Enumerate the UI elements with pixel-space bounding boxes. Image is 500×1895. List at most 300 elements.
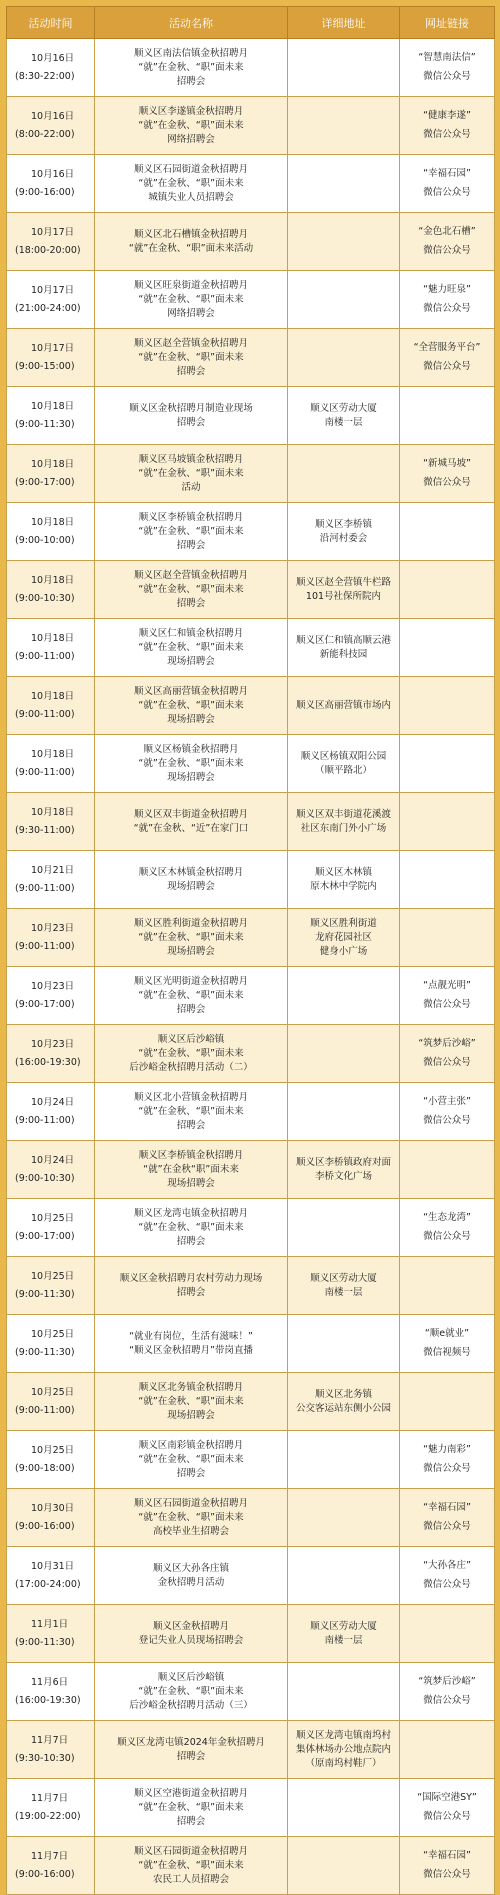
cell-link bbox=[400, 1663, 495, 1721]
cell-time bbox=[7, 735, 95, 793]
cell-event-name bbox=[95, 271, 288, 329]
event-hours: (9:00-17:00) bbox=[15, 476, 75, 488]
event-name-line: 顺义区石园街道金秋招聘月 bbox=[133, 1845, 248, 1857]
event-date: 10月18日 bbox=[31, 806, 75, 818]
cell-time bbox=[7, 155, 95, 213]
event-name-line: 农民工人员招聘会 bbox=[152, 1873, 229, 1885]
cell-link bbox=[400, 1373, 495, 1431]
event-hours: (8:00-22:00) bbox=[15, 128, 75, 140]
link-account-name[interactable]: “魅力南彩” bbox=[423, 1444, 471, 1455]
event-name-line: 招聘会 bbox=[176, 416, 206, 428]
table-row bbox=[7, 561, 495, 619]
event-name-line: 高校毕业生招聘会 bbox=[152, 1525, 229, 1537]
event-name-line: 顺义区马坡镇金秋招聘月 bbox=[138, 453, 244, 465]
event-date: 10月18日 bbox=[31, 690, 75, 702]
cell-event-name bbox=[95, 39, 288, 97]
event-date: 10月25日 bbox=[31, 1444, 75, 1456]
link-account-name[interactable]: “顺e就业” bbox=[424, 1328, 470, 1339]
cell-link bbox=[400, 1315, 495, 1373]
event-name-line: “就”在金秋、“职”面未来 bbox=[138, 525, 244, 537]
link-platform: 微信公众号 bbox=[423, 187, 471, 198]
cell-address bbox=[288, 445, 400, 503]
cell-link bbox=[400, 155, 495, 213]
address-line: 顺义区劳动大厦 bbox=[310, 1620, 377, 1632]
event-name-line: “就”在金秋、“职”面未来 bbox=[138, 61, 244, 73]
link-account-name[interactable]: “点靓光明” bbox=[423, 980, 471, 991]
cell-time bbox=[7, 619, 95, 677]
cell-link bbox=[400, 851, 495, 909]
event-name-line: 顺义区高丽营镇金秋招聘月 bbox=[133, 685, 248, 697]
event-date: 10月18日 bbox=[31, 458, 75, 470]
event-date: 10月25日 bbox=[31, 1386, 75, 1398]
event-hours: (9:00-11:00) bbox=[15, 1114, 75, 1126]
event-name-line: 登记失业人员现场招聘会 bbox=[138, 1634, 244, 1646]
event-hours: (9:00-11:00) bbox=[15, 650, 75, 662]
event-date: 11月7日 bbox=[31, 1734, 69, 1746]
cell-address bbox=[288, 967, 400, 1025]
header-address: 详细地址 bbox=[288, 7, 400, 39]
cell-event-name bbox=[95, 851, 288, 909]
cell-event-name bbox=[95, 735, 288, 793]
event-hours: (9:00-11:30) bbox=[15, 1346, 75, 1358]
event-date: 10月30日 bbox=[31, 1502, 75, 1514]
cell-address bbox=[288, 793, 400, 851]
cell-event-name bbox=[95, 213, 288, 271]
cell-link bbox=[400, 1837, 495, 1895]
address-line: 101号社保所院内 bbox=[305, 590, 382, 602]
cell-event-name bbox=[95, 97, 288, 155]
table-row bbox=[7, 1141, 495, 1199]
event-name-line: 活动 bbox=[181, 481, 201, 493]
event-name-line: “就”在金秋、“职”面未来 bbox=[138, 989, 244, 1001]
cell-time bbox=[7, 851, 95, 909]
event-name-line: 招聘会 bbox=[176, 539, 206, 551]
event-name-line: 顺义区北小营镇金秋招聘月 bbox=[133, 1091, 248, 1103]
cell-address bbox=[288, 1315, 400, 1373]
event-hours: (9:00-16:00) bbox=[15, 1520, 75, 1532]
address-line: 顺义区劳动大厦 bbox=[310, 402, 377, 414]
cell-time bbox=[7, 677, 95, 735]
event-name-line: 招聘会 bbox=[176, 1815, 206, 1827]
event-name-line: 顺义区后沙峪镇 bbox=[157, 1671, 225, 1683]
event-name-line: “就”在金秋、“职”面未来 bbox=[138, 293, 244, 305]
event-date: 10月25日 bbox=[31, 1270, 75, 1282]
event-hours: (9:00-11:00) bbox=[15, 1404, 75, 1416]
event-hours: (9:00-18:00) bbox=[15, 1462, 75, 1474]
cell-time bbox=[7, 1721, 95, 1779]
table-row bbox=[7, 1663, 495, 1721]
cell-event-name bbox=[95, 155, 288, 213]
event-date: 10月16日 bbox=[31, 52, 75, 64]
cell-time bbox=[7, 1083, 95, 1141]
event-name-line: 招聘会 bbox=[176, 597, 206, 609]
event-date: 10月23日 bbox=[31, 1038, 75, 1050]
address-line: 原木林中学院内 bbox=[310, 880, 377, 892]
event-name-line: “就”在金秋、“职”面未来 bbox=[138, 1801, 244, 1813]
event-name-line: “就”在金秋、“职”面未来 bbox=[138, 467, 244, 479]
event-hours: (9:00-11:30) bbox=[15, 418, 75, 430]
event-date: 11月7日 bbox=[31, 1792, 69, 1804]
cell-link bbox=[400, 561, 495, 619]
event-date: 10月25日 bbox=[31, 1212, 75, 1224]
link-platform: 微信公众号 bbox=[423, 1057, 471, 1068]
cell-time bbox=[7, 1373, 95, 1431]
event-name-line: 顺义区李遂镇金秋招聘月 bbox=[138, 105, 244, 117]
cell-link bbox=[400, 1199, 495, 1257]
table-row bbox=[7, 851, 495, 909]
table-row bbox=[7, 271, 495, 329]
table-row bbox=[7, 1489, 495, 1547]
link-account-name[interactable]: “筑梦后沙峪” bbox=[418, 1676, 476, 1687]
event-name-line: 顺义区空港街道金秋招聘月 bbox=[133, 1787, 248, 1799]
event-date: 10月17日 bbox=[31, 226, 75, 238]
cell-event-name bbox=[95, 1489, 288, 1547]
event-name-line: 现场招聘会 bbox=[167, 880, 215, 892]
cell-address bbox=[288, 1837, 400, 1895]
header-name: 活动名称 bbox=[95, 7, 288, 39]
cell-address bbox=[288, 1663, 400, 1721]
link-platform: 微信公众号 bbox=[423, 1521, 471, 1532]
cell-event-name bbox=[95, 503, 288, 561]
cell-link bbox=[400, 1141, 495, 1199]
cell-event-name bbox=[95, 1779, 288, 1837]
cell-event-name bbox=[95, 1605, 288, 1663]
cell-time bbox=[7, 967, 95, 1025]
header-link: 网址链接 bbox=[400, 7, 495, 39]
address-line: 新能科技园 bbox=[319, 648, 368, 660]
event-name-line: “就”在金秋、“职”面未来 bbox=[138, 1395, 244, 1407]
cell-time bbox=[7, 1257, 95, 1315]
link-account-name[interactable]: “新城马坡” bbox=[423, 458, 471, 469]
cell-link bbox=[400, 619, 495, 677]
cell-link bbox=[400, 39, 495, 97]
event-name-line: “就业有岗位，生活有滋味！” bbox=[129, 1330, 253, 1342]
cell-address bbox=[288, 677, 400, 735]
cell-event-name bbox=[95, 1663, 288, 1721]
event-name-line: 网络招聘会 bbox=[167, 133, 215, 145]
cell-address bbox=[288, 1779, 400, 1837]
table-row bbox=[7, 1315, 495, 1373]
link-platform: 微信公众号 bbox=[423, 1579, 471, 1590]
event-hours: (9:00-11:00) bbox=[15, 940, 75, 952]
cell-time bbox=[7, 329, 95, 387]
address-line: 社区东南门外小广场 bbox=[300, 822, 387, 834]
cell-address bbox=[288, 1721, 400, 1779]
link-account-name[interactable]: “幸福石园” bbox=[423, 1850, 471, 1861]
event-name-line: 顺义区大孙各庄镇 bbox=[152, 1562, 229, 1574]
table-row bbox=[7, 213, 495, 271]
cell-address bbox=[288, 271, 400, 329]
event-name-line: 顺义区南彩镇金秋招聘月 bbox=[138, 1439, 244, 1451]
event-name-line: 顺义区胜利街道金秋招聘月 bbox=[133, 917, 248, 929]
event-name-line: 后沙峪金秋招聘月活动（二） bbox=[129, 1061, 253, 1073]
cell-time bbox=[7, 387, 95, 445]
link-account-name[interactable]: “小营主张” bbox=[423, 1096, 471, 1107]
link-platform: 微信公众号 bbox=[423, 1231, 471, 1242]
event-name-line: “就”在金秋、“职”面未来 bbox=[138, 757, 244, 769]
link-platform: 微信公众号 bbox=[423, 1695, 471, 1706]
cell-event-name bbox=[95, 1431, 288, 1489]
cell-event-name bbox=[95, 793, 288, 851]
address-line: 公交客运站东侧小公园 bbox=[295, 1402, 391, 1414]
link-account-name[interactable]: “大孙各庄” bbox=[423, 1560, 471, 1571]
event-name-line: 顺义区杨镇金秋招聘月 bbox=[143, 743, 239, 755]
cell-link bbox=[400, 1431, 495, 1489]
event-hours: (8:30-22:00) bbox=[15, 70, 75, 82]
cell-event-name bbox=[95, 1025, 288, 1083]
link-platform: 微信公众号 bbox=[423, 477, 471, 488]
event-date: 10月16日 bbox=[31, 110, 75, 122]
event-name-line: “就”在金秋、“职”面未来 bbox=[138, 583, 244, 595]
table-body bbox=[7, 39, 495, 1895]
table-row bbox=[7, 1431, 495, 1489]
table-row bbox=[7, 909, 495, 967]
address-line: 顺义区木林镇 bbox=[314, 866, 372, 878]
event-hours: (9:00-10:30) bbox=[15, 1172, 75, 1184]
event-name-line: 顺义区后沙峪镇 bbox=[157, 1033, 225, 1045]
link-account-name[interactable]: “智慧南法信” bbox=[418, 52, 476, 63]
link-platform: 微信公众号 bbox=[423, 1463, 471, 1474]
event-name-line: 顺义区双丰街道金秋招聘月 bbox=[133, 808, 248, 820]
event-date: 10月24日 bbox=[31, 1096, 75, 1108]
cell-event-name bbox=[95, 1083, 288, 1141]
event-name-line: 顺义区石园街道金秋招聘月 bbox=[133, 1497, 248, 1509]
link-platform: 微信公众号 bbox=[423, 245, 471, 256]
cell-event-name bbox=[95, 1547, 288, 1605]
event-date: 10月23日 bbox=[31, 980, 75, 992]
cell-address bbox=[288, 1083, 400, 1141]
link-account-name[interactable]: “魅力旺泉” bbox=[423, 284, 471, 295]
link-account-name[interactable]: “全营服务平台” bbox=[413, 342, 481, 353]
cell-event-name bbox=[95, 1721, 288, 1779]
event-name-line: 招聘会 bbox=[176, 1750, 206, 1762]
table-row bbox=[7, 155, 495, 213]
event-hours: (9:00-11:00) bbox=[15, 708, 75, 720]
event-name-line: 顺义区龙湾屯镇金秋招聘月 bbox=[133, 1207, 248, 1219]
cell-link bbox=[400, 445, 495, 503]
link-platform: 微信公众号 bbox=[423, 1115, 471, 1126]
event-name-line: 顺义区赵全营镇金秋招聘月 bbox=[133, 569, 248, 581]
event-hours: (17:00-24:00) bbox=[15, 1578, 81, 1590]
event-name-line: 顺义区南法信镇金秋招聘月 bbox=[133, 47, 248, 59]
event-name-line: “就”在金秋、“职”面未来 bbox=[138, 699, 244, 711]
event-name-line: 金秋招聘月活动 bbox=[157, 1576, 225, 1588]
event-name-line: “就”在金秋、“职”面未来 bbox=[138, 119, 244, 131]
cell-event-name bbox=[95, 619, 288, 677]
event-hours: (9:30-10:30) bbox=[15, 1752, 75, 1764]
link-platform: 微信公众号 bbox=[423, 1869, 471, 1880]
event-name-line: 现场招聘会 bbox=[167, 771, 215, 783]
table-row bbox=[7, 1373, 495, 1431]
event-name-line: 顺义区北石槽镇金秋招聘月 bbox=[133, 228, 248, 240]
event-date: 10月25日 bbox=[31, 1328, 75, 1340]
cell-time bbox=[7, 97, 95, 155]
table-row bbox=[7, 1779, 495, 1837]
cell-address bbox=[288, 1257, 400, 1315]
cell-address bbox=[288, 39, 400, 97]
event-hours: (16:00-19:30) bbox=[15, 1056, 81, 1068]
address-line: 健身小广场 bbox=[319, 945, 368, 957]
cell-address bbox=[288, 561, 400, 619]
event-name-line: “就”在金秋、“职”面未来 bbox=[138, 177, 244, 189]
schedule-table bbox=[6, 6, 495, 1895]
event-date: 10月24日 bbox=[31, 1154, 75, 1166]
address-line: 顺义区龙湾屯镇南坞村 bbox=[295, 1729, 391, 1741]
event-hours: (9:00-15:00) bbox=[15, 360, 75, 372]
address-line: 顺义区高丽营镇市场内 bbox=[295, 699, 391, 711]
cell-link bbox=[400, 97, 495, 155]
cell-link bbox=[400, 677, 495, 735]
cell-time bbox=[7, 1141, 95, 1199]
cell-link bbox=[400, 909, 495, 967]
event-hours: (18:00-20:00) bbox=[15, 244, 81, 256]
event-date: 10月23日 bbox=[31, 922, 75, 934]
link-account-name[interactable]: “健康李遂” bbox=[423, 110, 471, 121]
cell-event-name bbox=[95, 1315, 288, 1373]
event-date: 10月31日 bbox=[31, 1560, 75, 1572]
event-name-line: 顺义区石园街道金秋招聘月 bbox=[133, 163, 248, 175]
cell-address bbox=[288, 213, 400, 271]
event-date: 10月16日 bbox=[31, 168, 75, 180]
event-date: 10月18日 bbox=[31, 400, 75, 412]
event-date: 10月18日 bbox=[31, 516, 75, 528]
link-account-name[interactable]: “生态龙湾” bbox=[423, 1212, 471, 1223]
cell-time bbox=[7, 39, 95, 97]
event-hours: (19:00-22:00) bbox=[15, 1810, 81, 1822]
link-account-name[interactable]: “幸福石园” bbox=[423, 168, 471, 179]
event-date: 11月6日 bbox=[31, 1676, 69, 1688]
cell-event-name bbox=[95, 967, 288, 1025]
table-row bbox=[7, 1083, 495, 1141]
event-hours: (9:30-11:00) bbox=[15, 824, 75, 836]
event-hours: (9:00-17:00) bbox=[15, 1230, 75, 1242]
event-hours: (9:00-17:00) bbox=[15, 998, 75, 1010]
cell-time bbox=[7, 445, 95, 503]
cell-link bbox=[400, 735, 495, 793]
address-line: 顺义区李桥镇政府对面 bbox=[295, 1156, 391, 1168]
cell-time bbox=[7, 213, 95, 271]
table-row bbox=[7, 1721, 495, 1779]
address-line: 顺义区双丰街道花溪渡 bbox=[295, 808, 391, 820]
cell-time bbox=[7, 1315, 95, 1373]
event-name-line: 顺义区赵全营镇金秋招聘月 bbox=[133, 337, 248, 349]
cell-event-name bbox=[95, 1141, 288, 1199]
cell-event-name bbox=[95, 1373, 288, 1431]
link-account-name[interactable]: “国际空港SY” bbox=[417, 1792, 477, 1803]
event-name-line: “就”在金秋、“职”面未来活动 bbox=[128, 242, 254, 254]
cell-link bbox=[400, 1083, 495, 1141]
cell-time bbox=[7, 1547, 95, 1605]
link-account-name[interactable]: “金色北石槽” bbox=[418, 226, 476, 237]
event-name-line: 顺义区仁和镇金秋招聘月 bbox=[138, 627, 244, 639]
event-name-line: “就”在金秋、“职”面未来 bbox=[138, 351, 244, 363]
event-hours: (9:00-11:00) bbox=[15, 766, 75, 778]
cell-event-name bbox=[95, 1837, 288, 1895]
cell-address bbox=[288, 1141, 400, 1199]
cell-time bbox=[7, 1199, 95, 1257]
table-row bbox=[7, 1257, 495, 1315]
event-name-line: 顺义区旺泉街道金秋招聘月 bbox=[133, 279, 248, 291]
address-line: 南楼一层 bbox=[324, 416, 363, 428]
address-line: 李桥文化广场 bbox=[314, 1170, 372, 1182]
cell-link bbox=[400, 1547, 495, 1605]
cell-link bbox=[400, 1257, 495, 1315]
event-name-line: 招聘会 bbox=[176, 75, 206, 87]
table-row bbox=[7, 503, 495, 561]
cell-time bbox=[7, 1779, 95, 1837]
cell-event-name bbox=[95, 387, 288, 445]
event-name-line: 现场招聘会 bbox=[167, 713, 215, 725]
cell-address bbox=[288, 1431, 400, 1489]
cell-time bbox=[7, 793, 95, 851]
link-platform: 微信视频号 bbox=[423, 1347, 471, 1358]
link-platform: 微信公众号 bbox=[423, 1811, 471, 1822]
table-row bbox=[7, 445, 495, 503]
cell-address bbox=[288, 1373, 400, 1431]
link-account-name[interactable]: “幸福石园” bbox=[423, 1502, 471, 1513]
cell-address bbox=[288, 1199, 400, 1257]
cell-time bbox=[7, 1025, 95, 1083]
table-row bbox=[7, 329, 495, 387]
table-row bbox=[7, 619, 495, 677]
table-row bbox=[7, 793, 495, 851]
event-name-line: “就”在金秋、“职”面未来 bbox=[138, 1685, 244, 1697]
event-hours: (9:00-10:30) bbox=[15, 592, 75, 604]
cell-time bbox=[7, 1489, 95, 1547]
cell-address bbox=[288, 735, 400, 793]
event-name-line: 顺义区北务镇金秋招聘月 bbox=[138, 1381, 244, 1393]
header-time: 活动时间 bbox=[7, 7, 95, 39]
cell-address bbox=[288, 851, 400, 909]
address-line: （原南坞村鞋厂） bbox=[305, 1757, 382, 1769]
event-hours: (9:00-11:00) bbox=[15, 882, 75, 894]
event-name-line: “就”在金秋、“职”面未来 bbox=[138, 1511, 244, 1523]
event-date: 10月18日 bbox=[31, 632, 75, 644]
cell-address bbox=[288, 1489, 400, 1547]
table-row bbox=[7, 1837, 495, 1895]
event-name-line: “就”在金秋、“职”面未来 bbox=[138, 1221, 244, 1233]
event-date: 11月7日 bbox=[31, 1850, 69, 1862]
cell-link bbox=[400, 793, 495, 851]
table-row bbox=[7, 97, 495, 155]
cell-link bbox=[400, 387, 495, 445]
event-name-line: 顺义区李桥镇金秋招聘月 bbox=[138, 1149, 244, 1161]
link-platform: 微信公众号 bbox=[423, 71, 471, 82]
cell-link bbox=[400, 213, 495, 271]
event-name-line: “就”在金秋、“近”在家门口 bbox=[133, 822, 249, 834]
cell-time bbox=[7, 1605, 95, 1663]
link-account-name[interactable]: “筑梦后沙峪” bbox=[418, 1038, 476, 1049]
event-date: 10月18日 bbox=[31, 574, 75, 586]
cell-link bbox=[400, 1779, 495, 1837]
address-line: 顺义区赵全营镇牛栏路 bbox=[295, 576, 391, 588]
address-line: （顺平路北） bbox=[314, 764, 372, 776]
cell-address bbox=[288, 1605, 400, 1663]
cell-time bbox=[7, 909, 95, 967]
event-name-line: 招聘会 bbox=[176, 1235, 206, 1247]
event-name-line: “就”在金秋、“职”面未来 bbox=[138, 1859, 244, 1871]
table-row bbox=[7, 1547, 495, 1605]
event-name-line: 顺义区金秋招聘月制造业现场 bbox=[129, 402, 253, 414]
event-name-line: 招聘会 bbox=[176, 365, 206, 377]
event-hours: (16:00-19:30) bbox=[15, 1694, 81, 1706]
cell-address bbox=[288, 619, 400, 677]
address-line: 顺义区胜利街道 bbox=[310, 917, 377, 929]
table-row bbox=[7, 677, 495, 735]
cell-address bbox=[288, 97, 400, 155]
event-date: 10月18日 bbox=[31, 748, 75, 760]
address-line: 沿河村委会 bbox=[319, 532, 368, 544]
